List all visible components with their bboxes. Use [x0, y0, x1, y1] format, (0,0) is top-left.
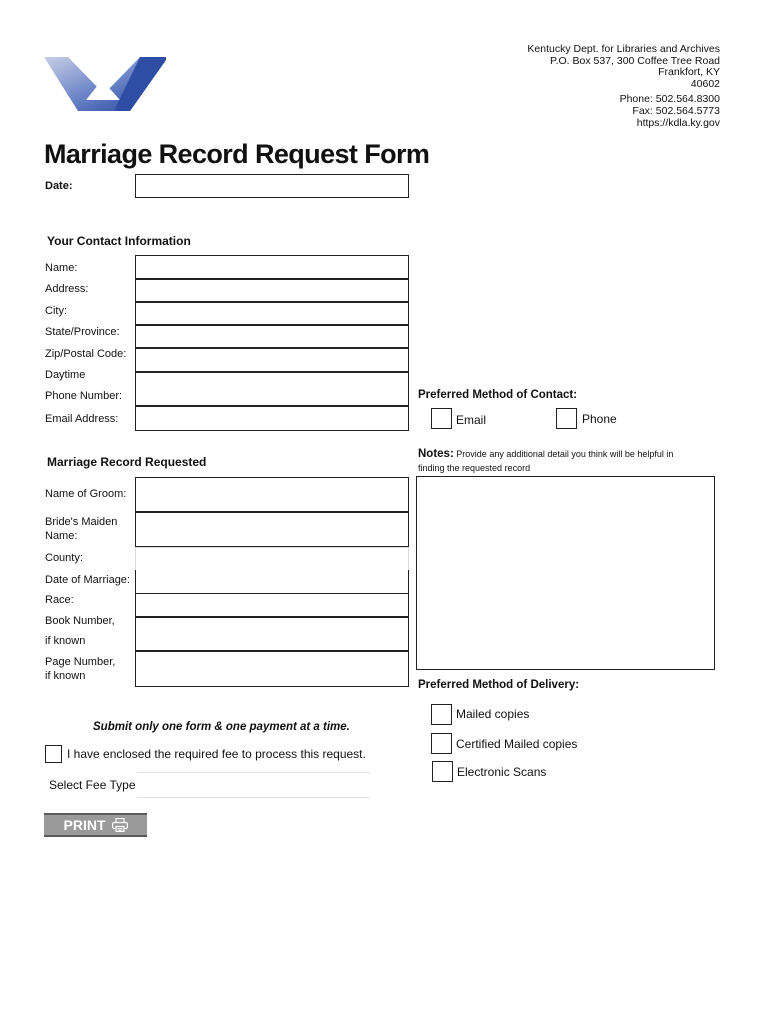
preferred-contact-heading: Preferred Method of Contact:	[418, 389, 578, 401]
notes-textarea[interactable]	[416, 476, 715, 670]
org-fax: Fax: 502.564.5773	[632, 104, 720, 117]
mailed-copies-label: Mailed copies	[456, 707, 530, 721]
fee-enclosed-label: I have enclosed the required fee to process this request.	[67, 747, 366, 761]
certified-mailed-checkbox[interactable]	[431, 733, 452, 754]
book-label-line2: if known	[45, 635, 86, 647]
book-label-line1: Book Number,	[45, 615, 115, 627]
notes-heading: Notes:	[418, 448, 454, 460]
delivery-heading: Preferred Method of Delivery:	[418, 679, 580, 691]
zip-label: Zip/Postal Code:	[45, 348, 127, 360]
org-zip: 40602	[690, 77, 720, 90]
phone-label: Phone Number:	[45, 390, 123, 402]
page-label-line2: if known	[45, 670, 86, 682]
page-label-line1: Page Number,	[45, 656, 116, 668]
org-street: P.O. Box 537, 300 Coffee Tree Road	[549, 54, 720, 67]
page-title: Marriage Record Request Form	[44, 139, 430, 169]
phone-contact-label: Phone	[582, 412, 617, 426]
name-label: Name:	[45, 262, 78, 274]
city-field[interactable]	[135, 302, 409, 325]
bride-label-line2: Name:	[45, 530, 78, 542]
electronic-scans-label: Electronic Scans	[457, 765, 547, 779]
print-button[interactable]	[44, 813, 147, 837]
email-label: Email Address:	[45, 413, 119, 425]
date-field[interactable]	[135, 174, 409, 198]
phone-field[interactable]	[135, 372, 409, 406]
groom-name-field[interactable]	[135, 477, 409, 512]
name-field[interactable]	[135, 255, 409, 279]
groom-label: Name of Groom:	[45, 488, 127, 500]
fee-type-label: Select Fee Type	[49, 778, 136, 792]
daytime-label: Daytime	[45, 369, 86, 381]
county-label: County:	[45, 552, 83, 564]
state-label: State/Province:	[45, 326, 120, 338]
county-field[interactable]	[135, 547, 409, 570]
race-label: Race:	[45, 594, 74, 606]
fee-enclosed-checkbox[interactable]	[45, 745, 62, 763]
notes-text-line2: finding the requested record	[418, 463, 531, 473]
mailed-copies-checkbox[interactable]	[431, 704, 452, 725]
print-label: PRINT	[63, 817, 106, 833]
kdla-logo	[44, 56, 166, 112]
certified-mailed-label: Certified Mailed copies	[456, 737, 578, 751]
date-label: Date:	[45, 180, 73, 192]
submit-note: Submit only one form & one payment at a time.	[93, 721, 350, 733]
state-field[interactable]	[135, 325, 409, 348]
org-phone: Phone: 502.564.8300	[619, 93, 720, 106]
email-field[interactable]	[135, 406, 409, 431]
notes-text-line1: Provide any additional detail you think will be helpful in	[456, 449, 674, 459]
printer-icon	[112, 818, 128, 832]
organization-address	[527, 44, 720, 129]
contact-heading: Your Contact Information	[47, 234, 191, 248]
race-field[interactable]	[135, 593, 409, 617]
notes-instructions	[418, 448, 673, 461]
date-of-marriage-field[interactable]	[135, 570, 409, 593]
org-name: Kentucky Dept. for Libraries and Archives	[527, 43, 720, 55]
book-number-field[interactable]	[135, 617, 409, 651]
electronic-scans-checkbox[interactable]	[432, 761, 453, 782]
fee-type-select[interactable]	[137, 772, 370, 798]
bride-name-field[interactable]	[135, 512, 409, 547]
email-contact-label: Email	[456, 413, 487, 427]
org-website: https://kdla.ky.gov	[636, 116, 720, 129]
address-field[interactable]	[135, 279, 409, 302]
city-label: City:	[45, 305, 67, 317]
record-heading: Marriage Record Requested	[47, 455, 207, 469]
address-label: Address:	[45, 283, 89, 295]
bride-label-line1: Bride's Maiden	[45, 516, 118, 528]
email-contact-checkbox[interactable]	[431, 408, 452, 429]
phone-contact-checkbox[interactable]	[556, 408, 577, 429]
org-city: Frankfort, KY	[658, 66, 720, 79]
page-number-field[interactable]	[135, 651, 409, 687]
date-of-marriage-label: Date of Marriage:	[45, 574, 130, 586]
zip-field[interactable]	[135, 348, 409, 372]
